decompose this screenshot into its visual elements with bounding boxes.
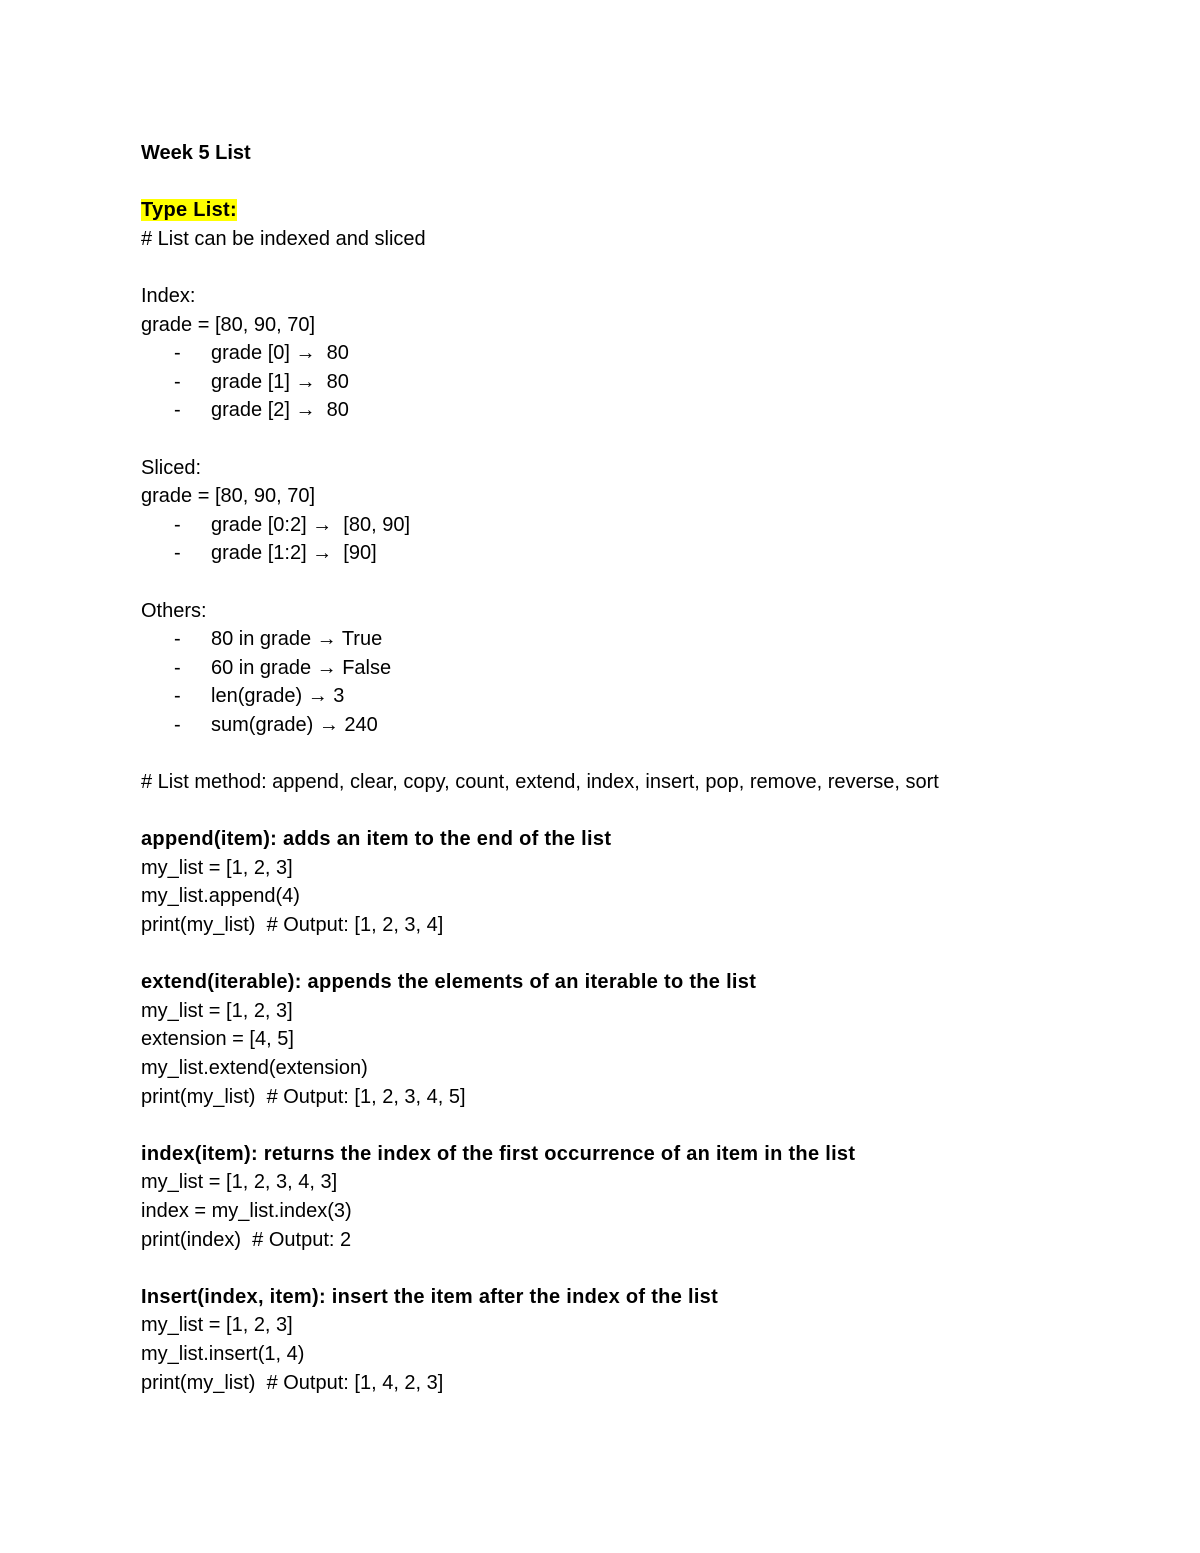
list-item-text: len(grade) → 3 <box>211 685 345 708</box>
bullet-dash: - <box>174 370 181 393</box>
spacer <box>141 568 1141 597</box>
code-line: my_list = [1, 2, 3, 4, 3] <box>141 1171 338 1194</box>
methods-comment: # List method: append, clear, copy, count, extend, index, insert, pop, remove, reverse, sort <box>141 771 939 794</box>
spacer <box>141 425 1141 454</box>
type-list-comment: # List can be indexed and sliced <box>141 227 426 250</box>
code-line: print(my_list) # Output: [1, 2, 3, 4] <box>141 914 444 937</box>
code-line: index = my_list.index(3) <box>141 1199 352 1222</box>
bullet-dash: - <box>174 342 181 365</box>
code-line: extension = [4, 5] <box>141 1028 294 1051</box>
code-line: my_list = [1, 2, 3] <box>141 1314 293 1337</box>
spacer <box>141 1111 1141 1140</box>
code-line: print(my_list) # Output: [1, 2, 3, 4, 5] <box>141 1085 466 1108</box>
list-item-text: sum(grade) → 240 <box>211 713 378 736</box>
bullet-dash: - <box>174 628 181 651</box>
list-item-text: grade [0:2] → [80, 90] <box>211 513 411 536</box>
bullet-dash: - <box>174 399 181 422</box>
bullet-dash: - <box>174 513 181 536</box>
sliced-code: grade = [80, 90, 70] <box>141 485 316 508</box>
bullet-dash: - <box>174 685 181 708</box>
list-item-text: grade [2] → 80 <box>211 399 349 422</box>
list-item-text: grade [1] → 80 <box>211 370 349 393</box>
spacer <box>141 797 1141 826</box>
document-title: Week 5 List <box>141 142 251 164</box>
list-item-text: grade [0] → 80 <box>211 342 349 365</box>
list-item <box>141 711 1141 740</box>
list-item <box>141 654 1141 683</box>
list-item <box>141 682 1141 711</box>
code-line: my_list = [1, 2, 3] <box>141 999 293 1022</box>
append-heading: append(item): adds an item to the end of the list <box>141 828 612 851</box>
list-item <box>141 368 1141 397</box>
type-list-heading <box>141 196 1141 225</box>
list-item <box>141 511 1141 540</box>
code-line: my_list = [1, 2, 3] <box>141 856 293 879</box>
spacer <box>141 253 1141 282</box>
bullet-dash: - <box>174 542 181 565</box>
code-line: print(index) # Output: 2 <box>141 1228 352 1251</box>
highlighted-heading: Type List: <box>141 199 237 222</box>
spacer <box>141 1254 1141 1283</box>
list-item <box>141 539 1141 568</box>
list-item <box>141 339 1141 368</box>
sliced-heading: Sliced: <box>141 456 202 479</box>
bullet-dash: - <box>174 656 181 679</box>
spacer <box>141 168 1141 197</box>
code-line: print(my_list) # Output: [1, 4, 2, 3] <box>141 1371 444 1394</box>
list-item-text: 80 in grade → True <box>211 628 383 651</box>
index-code: grade = [80, 90, 70] <box>141 313 316 336</box>
list-item <box>141 396 1141 425</box>
extend-heading: extend(iterable): appends the elements of an iterable to the list <box>141 971 757 994</box>
list-item-text: grade [1:2] → [90] <box>211 542 377 565</box>
document-page <box>141 139 1141 1397</box>
code-line: my_list.append(4) <box>141 885 300 908</box>
list-item <box>141 625 1141 654</box>
index-heading: Index: <box>141 284 196 307</box>
insert-heading: Insert(index, item): insert the item after the index of the list <box>141 1285 719 1308</box>
bullet-dash: - <box>174 713 181 736</box>
list-item-text: 60 in grade → False <box>211 656 392 679</box>
others-heading: Others: <box>141 599 207 622</box>
code-line: my_list.extend(extension) <box>141 1057 368 1079</box>
spacer <box>141 940 1141 969</box>
code-line: my_list.insert(1, 4) <box>141 1342 305 1365</box>
spacer <box>141 739 1141 768</box>
index-method-heading: index(item): returns the index of the first occurrence of an item in the list <box>141 1142 856 1165</box>
